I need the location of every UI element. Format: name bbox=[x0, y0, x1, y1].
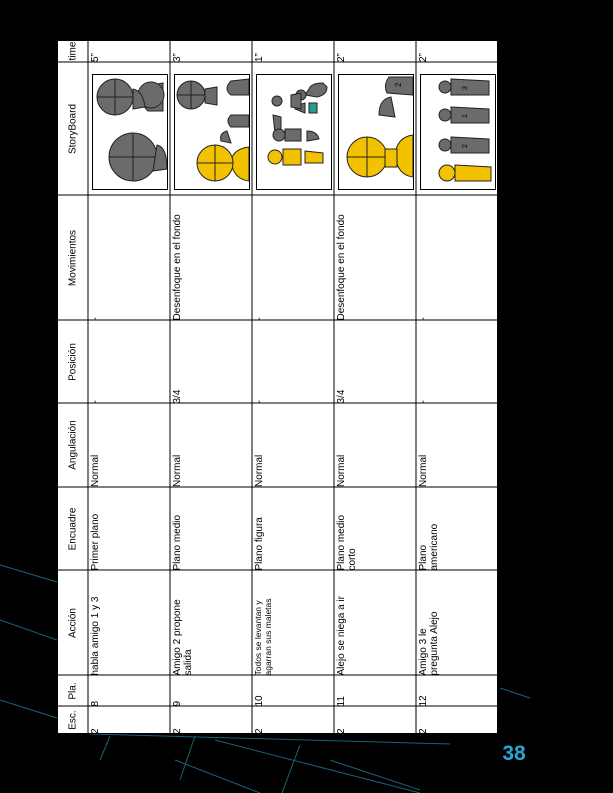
row-2-angulacion: Normal bbox=[172, 454, 183, 487]
header-movimientos bbox=[57, 195, 88, 320]
table-row-5-time bbox=[416, 40, 498, 62]
row-5-pla: 12 bbox=[418, 694, 429, 706]
table-row-1-posicion bbox=[88, 320, 170, 403]
table-row-3-esc bbox=[252, 706, 334, 734]
row-1-encuadre: Primer plano bbox=[90, 513, 101, 570]
table-row-1-accion bbox=[88, 570, 170, 675]
header-accion-label: Acción bbox=[67, 607, 78, 638]
header-angulacion bbox=[57, 403, 88, 487]
table-row-5-pla bbox=[416, 675, 498, 706]
row-1-esc: 2 bbox=[90, 728, 101, 734]
table-row-2-encuadre bbox=[170, 487, 252, 570]
storyboard-frame-5 bbox=[420, 74, 496, 190]
row-4-esc: 2 bbox=[336, 728, 347, 734]
table-row-4-posicion bbox=[334, 320, 416, 403]
table-row-3-accion bbox=[252, 570, 334, 675]
row-4-accion: Alejo se niega a ir bbox=[336, 595, 347, 675]
table-row-1-pla bbox=[88, 675, 170, 706]
header-posicion bbox=[57, 320, 88, 403]
table-row-4-time bbox=[334, 40, 416, 62]
table-row-1-time bbox=[88, 40, 170, 62]
header-pla-label: Pla. bbox=[67, 681, 78, 700]
table-row-5-posicion bbox=[416, 320, 498, 403]
row-4-encuadre: Plano medio corto bbox=[336, 514, 358, 570]
table-row-5-movimientos bbox=[416, 195, 498, 320]
storyboard-frame-2 bbox=[174, 74, 250, 190]
header-storyboard-label: StoryBoard bbox=[67, 103, 78, 154]
frame-4-number: 2 bbox=[394, 82, 403, 87]
table-row-5-encuadre bbox=[416, 487, 498, 570]
row-2-posicion: 3/4 bbox=[172, 389, 183, 403]
row-3-pla: 10 bbox=[254, 694, 265, 706]
table-row-5-esc bbox=[416, 706, 498, 734]
table-row-2-movimientos bbox=[170, 195, 252, 320]
table-row-1-angulacion bbox=[88, 403, 170, 487]
table-row-2-posicion bbox=[170, 320, 252, 403]
row-5-posicion: - bbox=[418, 399, 429, 403]
page-number: 38 bbox=[502, 742, 526, 765]
row-3-encuadre: Plano figura bbox=[254, 516, 265, 570]
row-2-encuadre: Plano medio bbox=[172, 514, 183, 570]
frame-5-number-3: 2 bbox=[462, 144, 469, 148]
row-4-angulacion: Normal bbox=[336, 454, 347, 487]
table-row-1-movimientos bbox=[88, 195, 170, 320]
table-row-4-esc bbox=[334, 706, 416, 734]
header-accion bbox=[57, 570, 88, 675]
header-angulacion-label: Angulación bbox=[67, 420, 78, 470]
row-2-pla: 9 bbox=[172, 700, 183, 706]
header-time-label: time bbox=[67, 41, 78, 61]
storyboard-sheet bbox=[57, 40, 498, 734]
table-row-2-time bbox=[170, 40, 252, 62]
table-row-4-encuadre bbox=[334, 487, 416, 570]
header-esc bbox=[57, 706, 88, 734]
header-storyboard bbox=[57, 62, 88, 195]
header-pla bbox=[57, 675, 88, 706]
row-2-accion: Amigo 2 propone salida bbox=[172, 598, 194, 675]
row-1-movimientos: - bbox=[90, 316, 101, 320]
table-row-3-angulacion bbox=[252, 403, 334, 487]
header-esc-label: Esc. bbox=[67, 710, 78, 730]
row-3-accion: Todos se levantan y agarran sus maletas bbox=[253, 597, 273, 675]
row-4-pla: 11 bbox=[336, 695, 347, 706]
row-3-angulacion: Normal bbox=[254, 454, 265, 487]
row-5-movimientos: - bbox=[418, 316, 429, 320]
row-2-movimientos: Desenfoque en el fondo bbox=[172, 213, 183, 320]
storyboard-frame-4 bbox=[338, 74, 414, 190]
row-3-movimientos: - bbox=[254, 316, 265, 320]
row-3-esc: 2 bbox=[254, 728, 265, 734]
row-1-posicion: - bbox=[90, 399, 101, 403]
row-4-movimientos: Desenfoque en el fondo bbox=[336, 213, 347, 320]
frame-5-number-2: 1 bbox=[462, 114, 469, 118]
row-4-posicion: 3/4 bbox=[336, 389, 347, 403]
row-4-time: 2” bbox=[336, 53, 347, 62]
table-row-4-angulacion bbox=[334, 403, 416, 487]
storyboard-frame-1 bbox=[92, 74, 168, 190]
row-3-time: 1” bbox=[254, 53, 265, 62]
table-row-3-encuadre bbox=[252, 487, 334, 570]
header-movimientos-label: Movimientos bbox=[67, 229, 78, 286]
row-5-time: 2” bbox=[418, 53, 429, 62]
table-row-3-pla bbox=[252, 675, 334, 706]
row-5-accion: Amigo 3 le pregunta Alejo bbox=[418, 611, 440, 675]
table-row-2-pla bbox=[170, 675, 252, 706]
row-3-posicion: - bbox=[254, 399, 265, 403]
frame-5-number-1: 3 bbox=[462, 86, 469, 90]
table-row-2-angulacion bbox=[170, 403, 252, 487]
storyboard-frame-3 bbox=[256, 74, 332, 190]
row-2-time: 3” bbox=[172, 53, 183, 62]
row-5-angulacion: Normal bbox=[418, 454, 429, 487]
row-5-esc: 2 bbox=[418, 728, 429, 734]
table-row-3-posicion bbox=[252, 320, 334, 403]
row-1-time: 5” bbox=[90, 53, 101, 62]
table-row-4-movimientos bbox=[334, 195, 416, 320]
table-row-4-pla bbox=[334, 675, 416, 706]
table-row-3-movimientos bbox=[252, 195, 334, 320]
table-row-4-accion bbox=[334, 570, 416, 675]
table-row-3-time bbox=[252, 40, 334, 62]
header-posicion-label: Posición bbox=[67, 342, 78, 381]
row-1-angulacion: Normal bbox=[90, 454, 101, 487]
table-row-5-angulacion bbox=[416, 403, 498, 487]
row-2-esc: 2 bbox=[172, 728, 183, 734]
header-encuadre bbox=[57, 487, 88, 570]
table-row-1-esc bbox=[88, 706, 170, 734]
table-row-2-esc bbox=[170, 706, 252, 734]
header-encuadre-label: Encuadre bbox=[67, 507, 78, 550]
table-row-2-accion bbox=[170, 570, 252, 675]
header-time bbox=[57, 40, 88, 62]
row-1-accion: habla amigo 1 y 3 bbox=[90, 596, 101, 675]
row-1-pla: 8 bbox=[90, 700, 101, 706]
table-row-5-accion bbox=[416, 570, 498, 675]
row-5-encuadre: Plano americano bbox=[418, 523, 440, 570]
table-row-1-encuadre bbox=[88, 487, 170, 570]
